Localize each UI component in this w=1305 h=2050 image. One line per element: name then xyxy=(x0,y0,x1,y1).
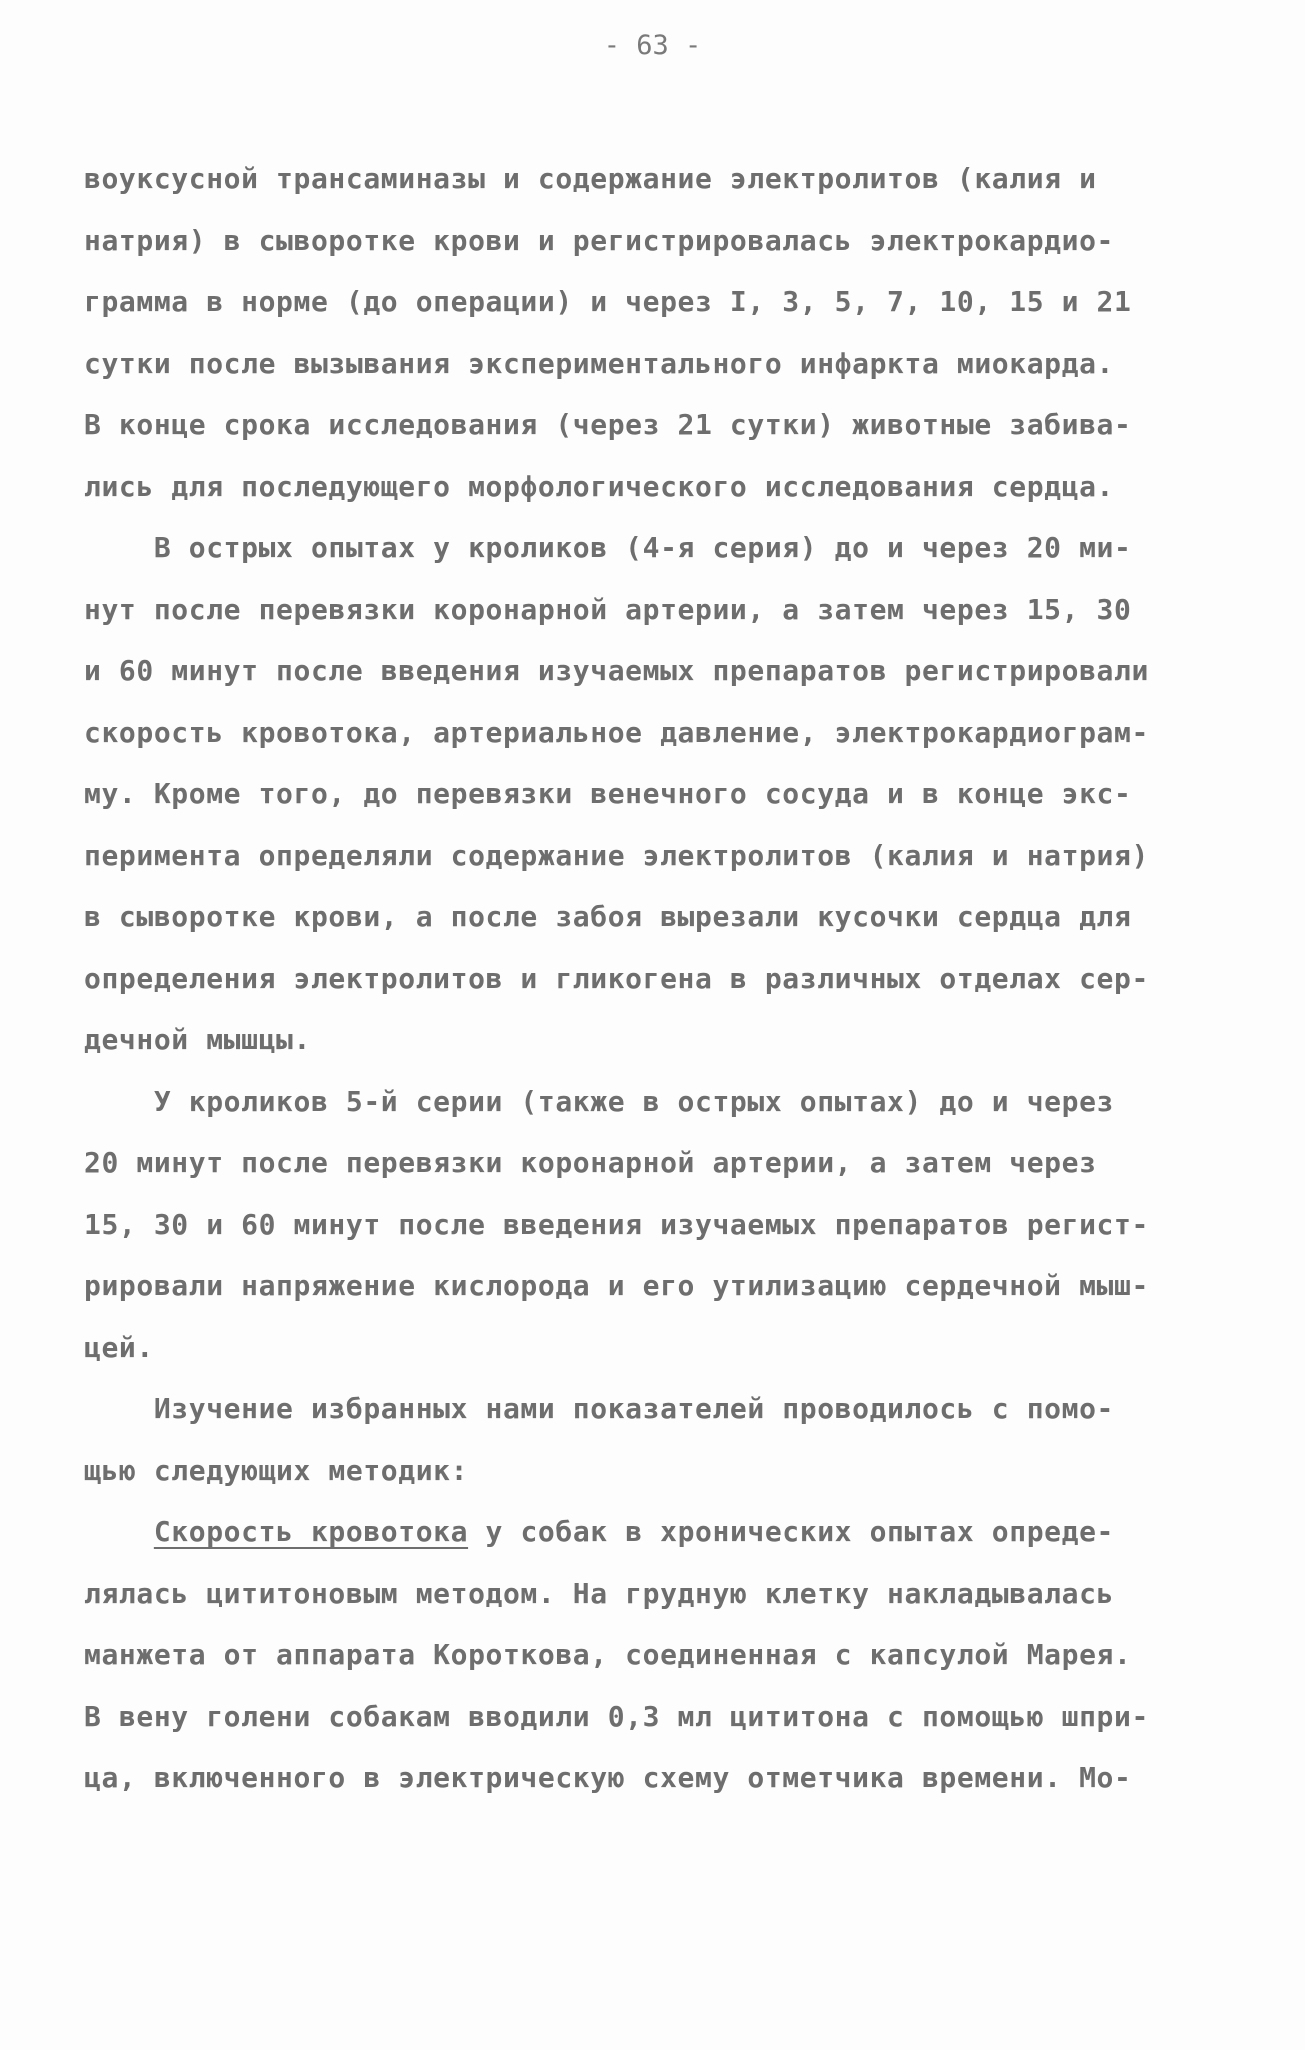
text-line-rest: у собак в хронических опытах опреде- xyxy=(468,1515,1115,1548)
text-line: рировали напряжение кислорода и его утилизацию сердечной мыш- xyxy=(84,1269,1149,1302)
text-line: щью следующих методик: xyxy=(84,1453,469,1487)
text-line: 20 минут после перевязки коронарной артерии, а затем через xyxy=(84,1146,1097,1179)
text-line: В конце срока исследования (через 21 сутки) животные забива- xyxy=(84,408,1132,441)
text-line: лись для последующего морфологического исследования сердца. xyxy=(84,469,1114,503)
text-line: нут после перевязки коронарной артерии, а затем через 15, 30 xyxy=(84,592,1132,626)
text-line: манжета от аппарата Короткова, соединенная с капсулой Марея. xyxy=(84,1638,1132,1671)
text-line: ца, включенного в электрическую схему отметчика времени. Мо- xyxy=(84,1761,1132,1794)
page-number: - 63 - xyxy=(603,30,702,61)
text-line: цей. xyxy=(84,1330,154,1364)
body-text xyxy=(84,148,1224,1809)
text-line: в сыворотке крови, а после забоя вырезали кусочки сердца для xyxy=(84,900,1132,933)
indent xyxy=(84,1515,154,1548)
methods-first-line xyxy=(84,1501,1224,1563)
text-line: определения электролитов и гликогена в различных отделах сер- xyxy=(84,961,1149,995)
text-line: лялась цититоновым методом. На грудную клетку накладывалась xyxy=(84,1576,1114,1610)
text-line: и 60 минут после введения изучаемых препаратов регистрировали xyxy=(84,654,1149,687)
text-line: натрия) в сыворотке крови и регистрировалась электрокардио- xyxy=(84,223,1114,257)
text-line: скорость кровотока, артериальное давление, электрокардиограм- xyxy=(84,715,1149,749)
text-line: грамма в норме (до операции) и через I, 3, 5, 7, 10, 15 и 21 xyxy=(84,285,1132,318)
text-line: перимента определяли содержание электролитов (калия и натрия) xyxy=(84,838,1149,872)
underlined-term: Скорость кровотока xyxy=(153,1515,469,1548)
text-line: му. Кроме того, до перевязки венечного сосуда и в конце экс- xyxy=(84,777,1132,810)
text-line: В вену голени собакам вводили 0,3 мл цититона с помощью шпри- xyxy=(84,1699,1149,1733)
text-line: В острых опытах у кроликов (4-я серия) до и через 20 ми- xyxy=(84,531,1132,564)
text-line: воуксусной трансаминазы и содержание электролитов (калия и xyxy=(84,162,1097,195)
text-line: дечной мышцы. xyxy=(84,1023,311,1056)
text-line: сутки после вызывания экспериментального инфаркта миокарда. xyxy=(84,346,1114,380)
text-line: Изучение избранных нами показателей проводилось с помо- xyxy=(84,1392,1114,1425)
text-line: У кроликов 5-й серии (также в острых опытах) до и через xyxy=(84,1084,1114,1118)
text-line: 15, 30 и 60 минут после введения изучаемых препаратов регист- xyxy=(84,1207,1149,1241)
